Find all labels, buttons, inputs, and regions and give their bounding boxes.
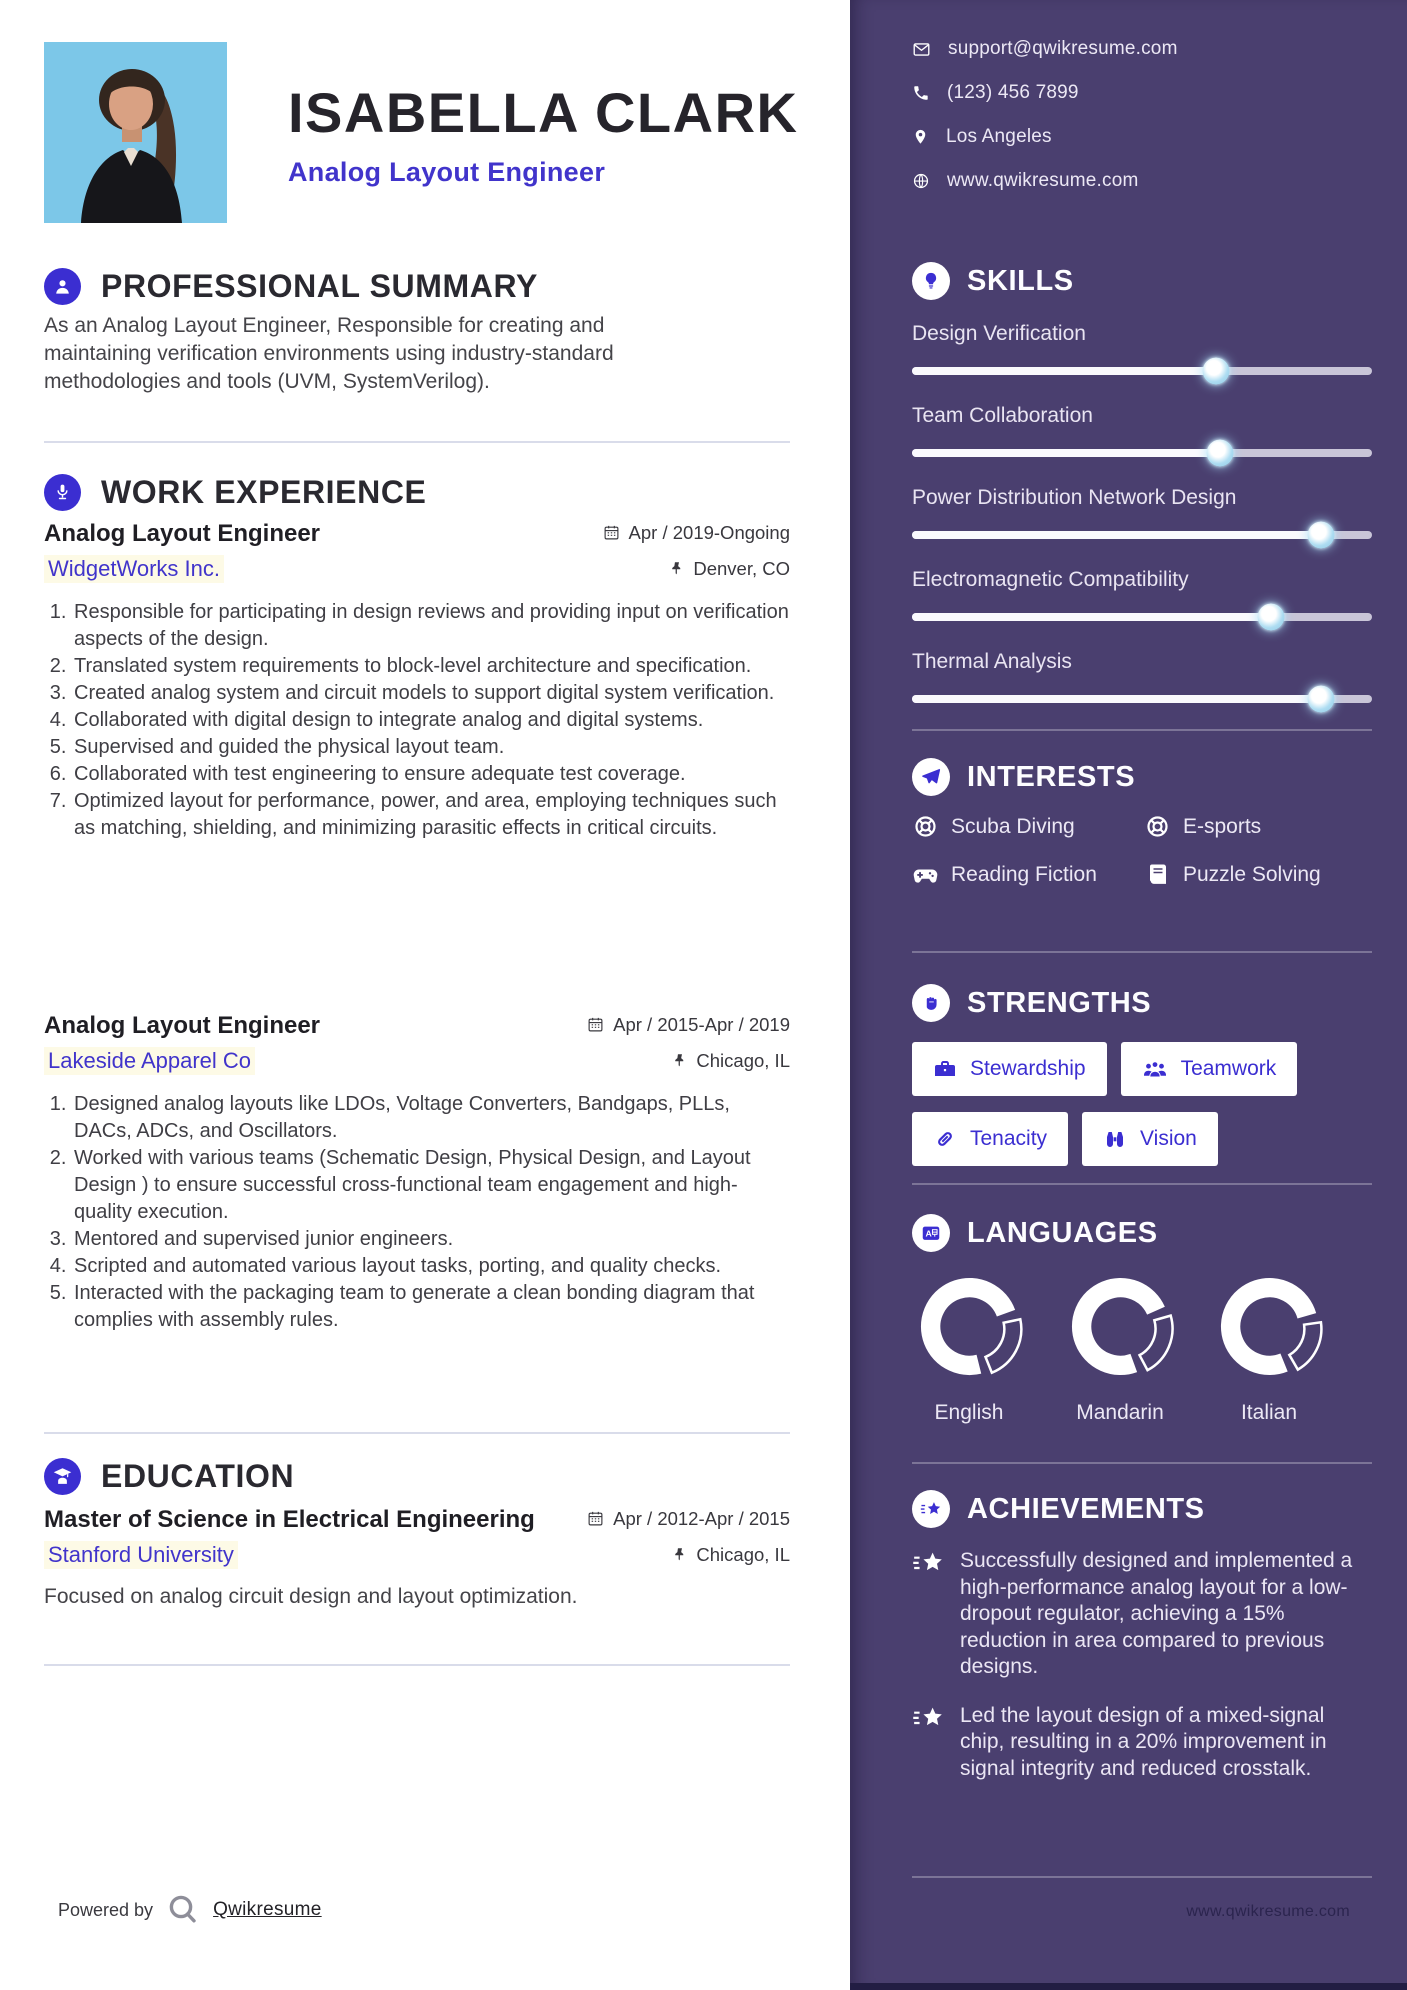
powered-by-label: Powered by [58,1899,154,1920]
skill-label: Power Distribution Network Design [912,486,1237,509]
language-donuts [912,1276,1372,1446]
section-achievements [912,1490,1372,1782]
sidebar [850,0,1407,1990]
section-skills [912,262,1372,732]
job-dates: Apr / 2019-Ongoing [603,522,790,544]
graduate-icon [44,1458,81,1495]
shooting-star-icon [912,1490,950,1528]
calendar-icon [603,524,620,541]
skill-label: Design Verification [912,322,1086,345]
interest-item: E-sports [1144,813,1372,840]
achievements-header [912,1490,1372,1528]
skill-item [912,322,1372,375]
education-dates: Apr / 2012-Apr / 2015 [587,1508,790,1530]
achievement-item [912,1703,1372,1783]
qwikresume-logo-icon [165,1893,201,1927]
contact-website[interactable]: www.qwikresume.com [912,170,1372,192]
lightbulb-icon [912,262,950,300]
job-bullet-list [44,1091,790,1334]
pushpin-icon [669,561,684,576]
slider-knob[interactable] [1257,604,1284,631]
job-title: Analog Layout Engineer [44,1012,321,1039]
divider [912,951,1372,953]
achievement-text: Successfully designed and implemented a high-performance analog layout for a low-dropout regulator, achieving a 15% reduction in area compared to previous designs. [960,1549,1353,1678]
section-professional-summary-header [44,268,538,305]
job-bullet: 2. Translated system requirements to block-level architecture and specification. [72,653,790,680]
language-label: Mandarin [1076,1401,1164,1424]
company-link[interactable]: Lakeside Apparel Co [44,1047,255,1075]
language-label: English [934,1401,1004,1424]
slider-knob[interactable] [1308,686,1335,713]
section-title: INTERESTS [967,760,1136,793]
qwikresume-link[interactable]: Qwikresume [213,1899,322,1920]
book-icon [1144,861,1171,888]
globe-icon [912,172,930,190]
contact-phone: (123) 456 7899 [912,82,1372,104]
fist-icon [912,984,950,1022]
phone-icon [912,84,930,102]
skill-item [912,486,1372,539]
bottom-edge-bar [850,1983,1407,1990]
skill-label: Electromagnetic Compatibility [912,568,1189,591]
strength-badge: Stewardship [912,1042,1107,1096]
job-entry [44,1012,790,1334]
shooting-star-icon [912,1548,946,1579]
life-ring-icon [912,813,939,840]
donut-chart [1219,1276,1320,1377]
envelope-icon [912,40,931,59]
person-title: Analog Layout Engineer [288,156,606,187]
paper-plane-icon [912,758,950,796]
binoculars-icon [1103,1127,1127,1151]
language-item [1214,1276,1324,1425]
language-item [1065,1276,1175,1425]
achievement-item [912,1548,1372,1681]
skills-header [912,262,1372,300]
shooting-star-icon [912,1703,946,1734]
slider-knob[interactable] [1308,522,1335,549]
strengths-header [912,984,1372,1022]
contact-email[interactable]: support@qwikresume.com [912,38,1372,60]
contact-location: Los Angeles [912,126,1372,148]
language-label: Italian [1240,1401,1298,1424]
pushpin-icon [672,1053,687,1068]
skill-item [912,404,1372,457]
education-entry [44,1506,790,1609]
job-bullet: 5. Interacted with the packaging team to generate a clean bonding diagram that complies with assembly rules. [72,1280,790,1334]
translate-icon [912,1214,950,1252]
job-bullet: 7. Optimized layout for performance, power, and area, employing techniques such as matching, shielding, and minimizing parasitic effects in critical circuits. [72,788,790,842]
profile-photo [44,42,227,223]
skill-item [912,568,1372,621]
job-bullet: 1. Responsible for participating in design reviews and providing input on verification aspects of the design. [72,599,790,653]
divider [912,1183,1372,1185]
job-entry [44,520,790,842]
person-icon [44,268,81,305]
section-title: EDUCATION [101,1458,295,1494]
job-bullet: 3. Created analog system and circuit models to support digital system verification. [72,680,790,707]
job-bullet: 6. Collaborated with test engineering to ensure adequate test coverage. [72,761,790,788]
achievement-text: Led the layout design of a mixed-signal chip, resulting in a 20% improvement in signal integrity and reduced crosstalk. [960,1703,1327,1780]
section-title: WORK EXPERIENCE [101,474,427,510]
job-bullet: 4. Collaborated with digital design to integrate analog and digital systems. [72,707,790,734]
podium-mic-icon [44,474,81,511]
company-link[interactable]: WidgetWorks Inc. [44,555,224,583]
section-interests [912,758,1372,888]
skill-slider [912,367,1372,375]
map-pin-icon [912,128,929,146]
skill-item [912,650,1372,703]
slider-knob[interactable] [1202,358,1229,385]
donut-chart [919,1276,1020,1377]
languages-header [912,1214,1372,1252]
skill-slider [912,695,1372,703]
job-bullet-list [44,599,790,842]
strength-badge: Teamwork [1121,1042,1298,1096]
divider [912,1462,1372,1464]
team-icon [1142,1057,1168,1081]
calendar-icon [587,1016,604,1033]
portrait-illustration [44,42,227,223]
gamepad-icon [912,861,939,888]
divider [44,441,790,443]
job-location: Denver, CO [669,558,790,580]
summary-text: As an Analog Layout Engineer, Responsible for creating and maintaining verification environments using industry-standard methodologies and tools (UVM, SystemVerilog). [44,314,614,393]
divider [912,729,1372,731]
school-link[interactable]: Stanford University [44,1541,238,1569]
section-work-experience-header [44,474,426,511]
contact-block [912,38,1372,214]
degree-title: Master of Science in Electrical Engineering [44,1506,535,1533]
donut-chart [1070,1276,1171,1377]
footer [58,1893,322,1927]
identity-block [288,81,799,188]
skill-label: Thermal Analysis [912,650,1072,673]
section-education-header [44,1458,294,1495]
chain-link-icon [933,1127,957,1151]
section-title: ACHIEVEMENTS [967,1492,1205,1525]
strengths-pills [912,1042,1372,1166]
section-strengths [912,984,1372,1166]
interests-header [912,758,1372,796]
strength-badge: Tenacity [912,1112,1068,1166]
skill-label: Team Collaboration [912,404,1093,427]
life-ring-icon [1144,813,1171,840]
section-title: PROFESSIONAL SUMMARY [101,268,538,304]
section-title: LANGUAGES [967,1216,1158,1249]
job-bullet: 2. Worked with various teams (Schematic Design, Physical Design, and Layout Design ) to ensure successful cross-functional team engagement and high-quality execution. [72,1145,790,1226]
slider-knob[interactable] [1207,440,1234,467]
interest-item: Puzzle Solving [1144,861,1372,888]
calendar-icon [587,1510,604,1527]
job-bullet: 5. Supervised and guided the physical layout team. [72,734,790,761]
interest-item: Scuba Diving [912,813,1144,840]
briefcase-icon [933,1057,957,1081]
watermark-website: www.qwikresume.com [1186,1903,1350,1920]
job-bullet: 3. Mentored and supervised junior engineers. [72,1226,790,1253]
job-location: Chicago, IL [672,1050,790,1072]
person-name: ISABELLA CLARK [288,81,799,144]
job-bullet: 4. Scripted and automated various layout tasks, porting, and quality checks. [72,1253,790,1280]
job-title: Analog Layout Engineer [44,520,321,547]
section-languages [912,1214,1372,1446]
divider [912,1876,1372,1878]
skill-slider [912,531,1372,539]
section-title: SKILLS [967,264,1074,297]
education-description: Focused on analog circuit design and layout optimization. [44,1585,578,1608]
job-bullet: 1. Designed analog layouts like LDOs, Voltage Converters, Bandgaps, PLLs, DACs, ADCs, and Oscillators. [72,1091,790,1145]
job-dates: Apr / 2015-Apr / 2019 [587,1014,790,1036]
strength-badge: Vision [1082,1112,1218,1166]
divider [44,1664,790,1666]
interest-item: Reading Fiction [912,861,1144,888]
section-title: STRENGTHS [967,986,1152,1019]
pushpin-icon [672,1547,687,1562]
interests-grid [912,813,1372,888]
language-item [914,1276,1024,1425]
divider [44,1432,790,1434]
svg-text:A: A [925,1228,932,1239]
education-location: Chicago, IL [672,1544,790,1566]
skill-slider [912,613,1372,621]
skill-slider [912,449,1372,457]
